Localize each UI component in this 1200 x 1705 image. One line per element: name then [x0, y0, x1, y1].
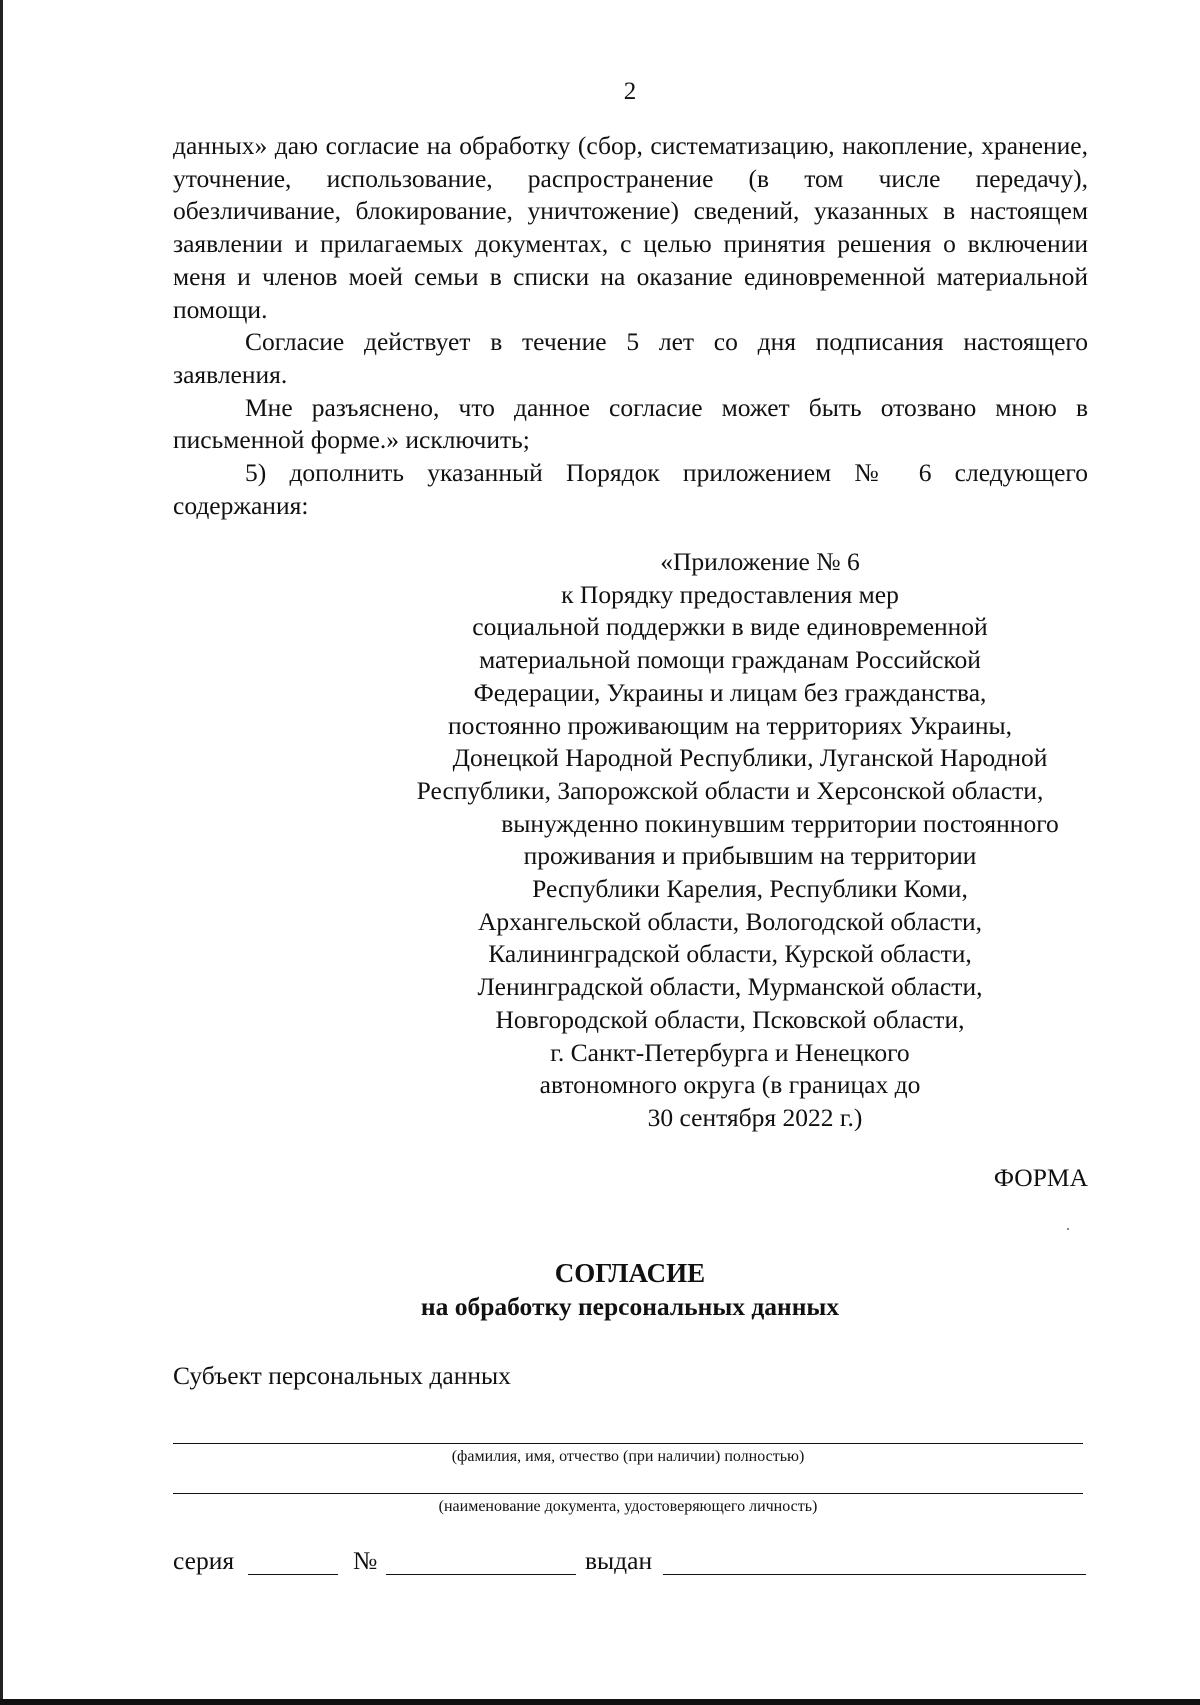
scan-speck — [1067, 1228, 1069, 1230]
paragraph-consent-processing: данных» даю согласие на обработку (сбор, систематизацию, накопление, хранение, уточнение, использование, распространение (в том числе передачу), обезличивание, блокирование, уничтожение) сведений, указанных в настоящем заявлении и прилагаемых документах, с целью принятия решения о включении меня и членов моей семьи в списки на оказание единовременной материальной помощи. — [173, 131, 1088, 324]
number-label: № — [353, 1546, 378, 1575]
appendix-line: социальной поддержки в виде единовременной — [472, 612, 988, 642]
appendix-line: материальной помощи гражданам Российской — [479, 645, 981, 675]
caption-document: (наименование документа, удостоверяющего личность) — [438, 1498, 818, 1515]
document-subtitle: на обработку персональных данных — [420, 1292, 840, 1321]
appendix-line: Архангельской области, Вологодской области, — [477, 906, 983, 936]
appendix-line: автономного округа (в границах до — [539, 1070, 921, 1100]
form-label: ФОРМА — [993, 1163, 1088, 1192]
number-input-line[interactable] — [386, 1574, 576, 1575]
appendix-line: Калининградской области, Курской области, — [488, 939, 972, 969]
appendix-line: г. Санкт-Петербурга и Ненецкого — [550, 1037, 910, 1067]
body-text — [173, 130, 1088, 522]
appendix-line: вынужденно покинувшим территории постоянного — [501, 808, 1059, 838]
paragraph-consent-duration: Согласие действует в течение 5 лет со дня подписания настоящего заявления. — [173, 327, 1088, 389]
appendix-line: Донецкой Народной Республики, Луганской Народной — [452, 743, 1048, 773]
series-label: серия — [173, 1546, 235, 1575]
appendix-line: Ленинградской области, Мурманской области, — [477, 972, 983, 1002]
paragraph-amendment-5: 5) дополнить указанный Порядок приложением № 6 следующего содержания: — [173, 458, 1088, 520]
appendix-line: «Приложение № 6 — [660, 547, 860, 576]
appendix-line: Новгородской области, Псковской области, — [495, 1004, 965, 1034]
issued-label: выдан — [585, 1546, 653, 1575]
appendix-line: к Порядку предоставления мер — [561, 579, 899, 609]
appendix-line: Республики, Запорожской области и Херсонской области, — [416, 775, 1044, 805]
appendix-line: проживания и прибывшим на территории — [523, 841, 977, 871]
appendix-line: постоянно проживающим на территориях Украины, — [447, 710, 1013, 740]
document-title: СОГЛАСИЕ — [554, 1258, 706, 1288]
appendix-header — [370, 546, 1090, 1135]
fio-input-line[interactable] — [173, 1443, 1083, 1444]
series-input-line[interactable] — [248, 1574, 338, 1575]
document-input-line[interactable] — [173, 1493, 1083, 1494]
subject-label: Субъект персональных данных — [173, 1361, 511, 1390]
scan-bottom-edge — [0, 1699, 1200, 1705]
issued-input-line[interactable] — [663, 1574, 1086, 1575]
issue-row — [173, 1546, 1093, 1580]
scan-left-edge — [0, 0, 3, 1705]
appendix-line: Федерации, Украины и лицам без гражданства, — [473, 677, 987, 707]
paragraph-consent-revocation: Мне разъяснено, что данное согласие может быть отозвано мною в письменной форме.» исключить; — [173, 392, 1088, 455]
appendix-line: Республики Карелия, Республики Коми, — [532, 874, 968, 904]
caption-fio: (фамилия, имя, отчество (при наличии) полностью) — [451, 1448, 805, 1465]
appendix-line: 30 сентября 2022 г.) — [647, 1102, 863, 1132]
page-number: 2 — [623, 78, 637, 105]
